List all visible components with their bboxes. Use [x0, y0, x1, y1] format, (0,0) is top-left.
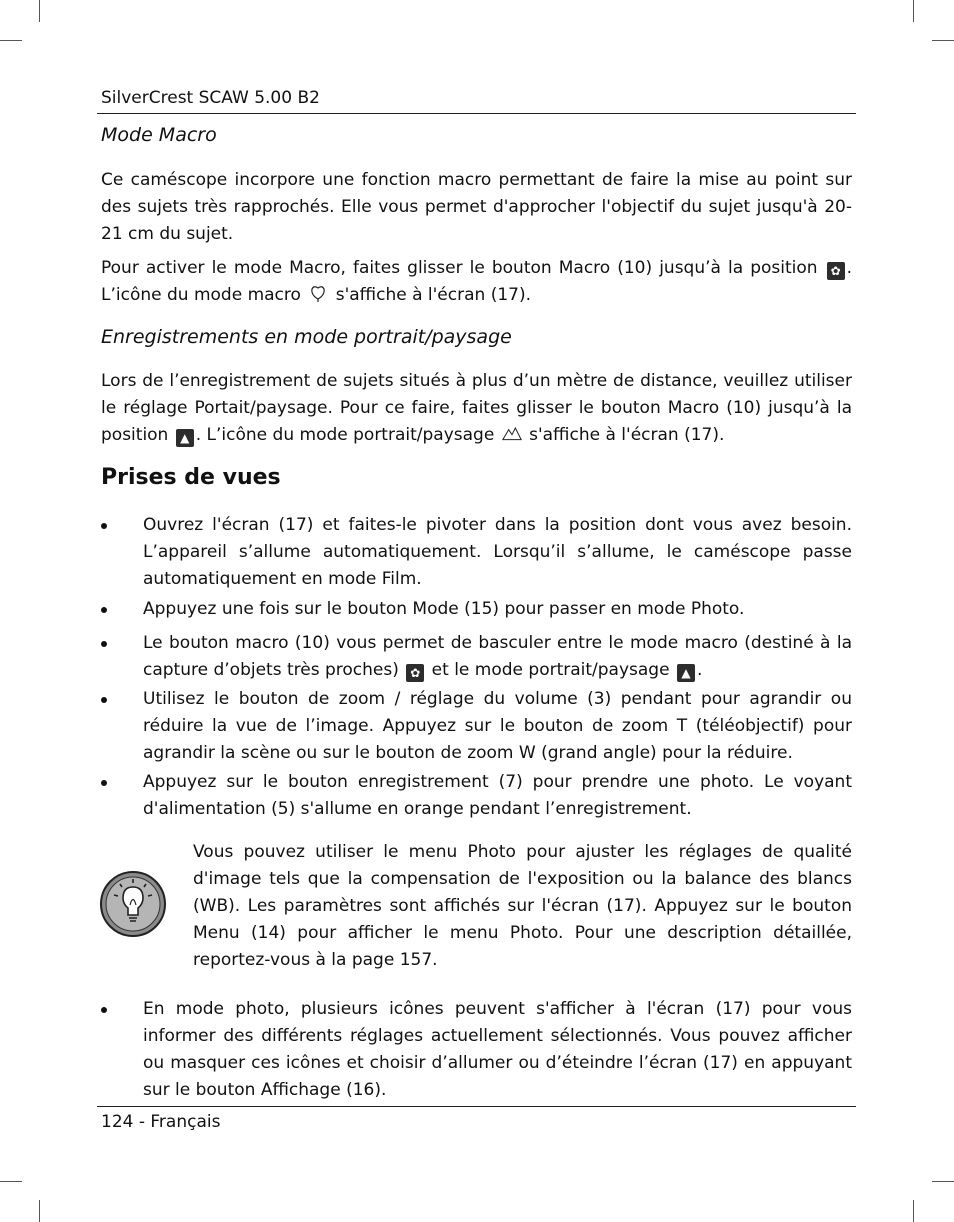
- crop-mark: [932, 40, 954, 41]
- list-item: [101, 996, 852, 1104]
- macro-switch-icon: ✿: [406, 664, 424, 682]
- macro-switch-icon: ✿: [827, 262, 845, 280]
- list-item-text-b: et le mode portrait/paysage: [426, 660, 675, 680]
- crop-mark: [932, 1181, 954, 1182]
- portrait-text-b: . L’icône du mode portrait/paysage: [195, 425, 500, 445]
- bullet-list-top: [101, 512, 852, 823]
- bullet-dot: [101, 1007, 107, 1013]
- portrait-switch-icon: ▲: [677, 664, 695, 682]
- list-item-text-a: Le bouton macro (10) vous permet de basculer entre le mode macro (destiné à la capture d’objets très proches): [143, 633, 852, 680]
- macro-paragraph-2: [101, 255, 852, 309]
- mountain-icon: [502, 423, 522, 443]
- bullet-dot: [101, 607, 107, 613]
- portrait-paragraph: [101, 368, 852, 449]
- portrait-heading: Enregistrements en mode portrait/paysage: [101, 326, 512, 348]
- list-item-text: Utilisez le bouton de zoom / réglage du volume (3) pendant pour agrandir ou réduire la vue de l’image. Appuyez sur le bouton de zoom T (téléobjectif) pour agrandir la scène ou sur le bouton de zoom W (grand angle) pour la réduire.: [143, 689, 852, 763]
- crop-mark: [39, 1200, 40, 1222]
- header-title: SilverCrest SCAW 5.00 B2: [101, 88, 320, 108]
- header-rule: [97, 113, 856, 114]
- lightbulb-icon: [99, 870, 167, 938]
- list-item-text: En mode photo, plusieurs icônes peuvent s'afficher à l'écran (17) pour vous informer des différents réglages actuellement sélectionnés. Vous pouvez afficher ou masquer ces icônes et choisir d’allumer ou d’éteindre l’écran (17) en appuyant sur le bouton Affichage (16).: [143, 999, 852, 1100]
- bullet-list-bottom: [101, 996, 852, 1104]
- bullet-dot: [101, 697, 107, 703]
- macro-paragraph-1: Ce caméscope incorpore une fonction macro permettant de faire la mise au point sur des sujets très rapprochés. Elle vous permet d'approcher l'objectif du sujet jusqu'à 20-21 cm du sujet.: [101, 170, 852, 244]
- list-item-text: Appuyez une fois sur le bouton Mode (15) pour passer en mode Photo.: [143, 599, 745, 619]
- portrait-text-a: Lors de l’enregistrement de sujets situés à plus d’un mètre de distance, veuillez utiliser le réglage Portait/paysage. Pour ce faire, faites glisser le bouton Macro (10) jusqu’à la position: [101, 371, 852, 445]
- list-item: [101, 512, 852, 593]
- list-item-text-c: .: [696, 660, 703, 680]
- footer-rule: [97, 1106, 856, 1107]
- portrait-switch-icon: ▲: [176, 429, 194, 447]
- list-item: [101, 596, 852, 623]
- bullet-dot: [101, 523, 107, 529]
- list-item-text: Appuyez sur le bouton enregistrement (7) pour prendre une photo. Le voyant d'alimentation (5) s'allume en orange pendant l’enregistrement.: [143, 772, 852, 819]
- macro-section: [101, 167, 852, 309]
- macro-p2-text-b: . L’icône du mode macro: [101, 258, 852, 305]
- list-item: [101, 630, 852, 684]
- list-item-text: Ouvrez l'écran (17) et faites-le pivoter dans la position dont vous avez besoin. L’appareil s’allume automatiquement. Lorsqu’il s’allume, le caméscope passe automatiquement en mode Film.: [143, 515, 852, 589]
- macro-p2-text-c: s'affiche à l'écran (17).: [330, 285, 531, 305]
- crop-mark: [0, 40, 22, 41]
- portrait-text-c: s'affiche à l'écran (17).: [523, 425, 725, 445]
- macro-p2-text-a: Pour activer le mode Macro, faites glisser le bouton Macro (10) jusqu’à la position: [101, 258, 825, 278]
- crop-mark: [0, 1181, 22, 1182]
- bullet-dot: [101, 641, 107, 647]
- crop-mark: [913, 0, 914, 22]
- bullet-dot: [101, 780, 107, 786]
- crop-mark: [913, 1200, 914, 1222]
- page-number: 124 - Français: [101, 1112, 221, 1132]
- macro-flower-icon: [308, 283, 328, 303]
- list-item: [101, 686, 852, 767]
- macro-heading: Mode Macro: [101, 124, 217, 146]
- section-title: Prises de vues: [101, 465, 281, 490]
- portrait-section: [101, 368, 852, 449]
- crop-mark: [39, 0, 40, 22]
- list-item: [101, 769, 852, 823]
- note-text: Vous pouvez utiliser le menu Photo pour ajuster les réglages de qualité d'image tels que la compensation de l'exposition ou la balance des blancs (WB). Les paramètres sont affichés sur l'écran (17). Appuyez sur le bouton Menu (14) pour afficher le menu Photo. Pour une description détaillée, reportez-vous à la page 157.: [193, 842, 852, 970]
